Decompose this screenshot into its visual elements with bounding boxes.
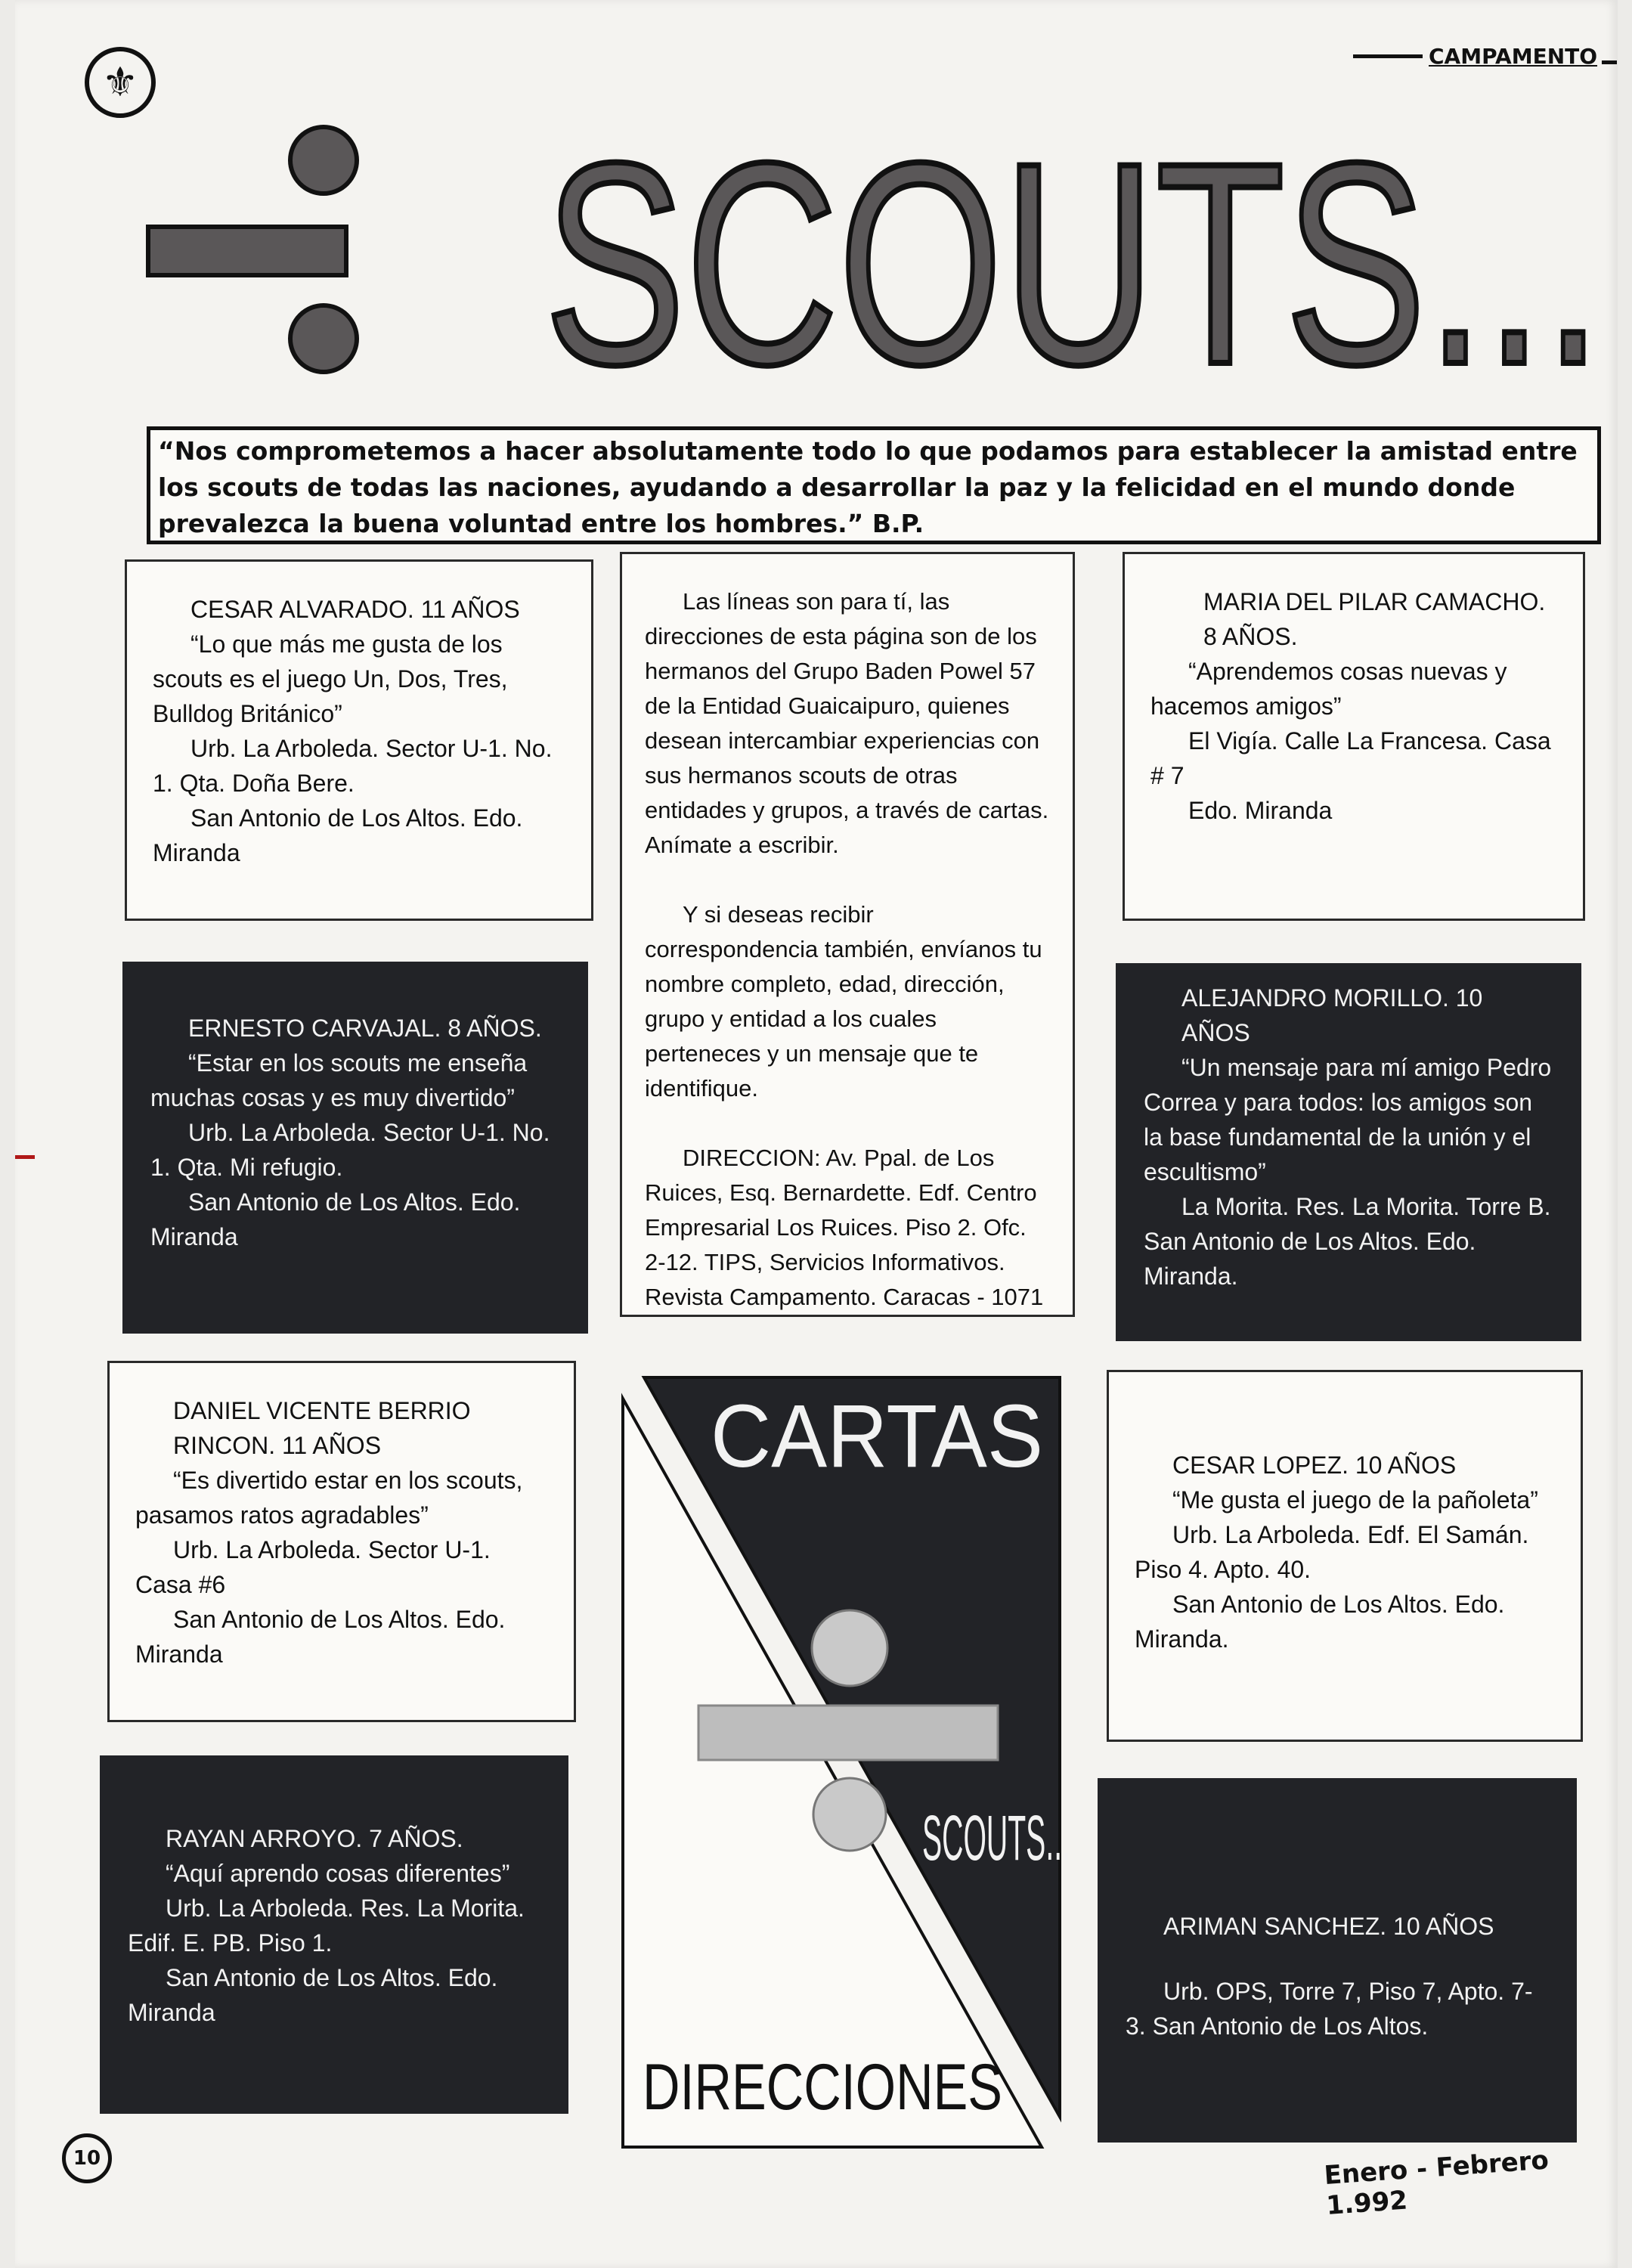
intro-paragraph: Las líneas son para tí, las direcciones de esta página son de los hermanos del Grupo Baden Powel 57 de la Entidad Guaicaipuro, quienes desean intercambiar experiencias con sus hermanos scouts de otras entidades y grupos, a través de cartas. Anímate a escribir. bbox=[645, 588, 1049, 858]
letter-address: Urb. La Arboleda. Sector U-1. Casa #6 bbox=[135, 1536, 491, 1598]
letter-address: Urb. La Arboleda. Sector U-1. No. 1. Qta. Mi refugio. bbox=[150, 1119, 550, 1181]
letter-message: “Un mensaje para mí amigo Pedro Correa y para todos: los amigos son la base fundamental de la unión y el escultismo” bbox=[1144, 1054, 1552, 1185]
letter-name: MARIA DEL PILAR CAMACHO. 8 AÑOS. bbox=[1203, 588, 1546, 650]
issue-date: Enero - Febrero 1.992 bbox=[1323, 2145, 1550, 2221]
letter-address: San Antonio de Los Altos. Edo. Miranda. bbox=[1135, 1591, 1505, 1653]
svg-text:SCOUTS...: SCOUTS... bbox=[544, 103, 1603, 424]
page-title bbox=[544, 76, 1618, 424]
page-number: 10 bbox=[62, 2133, 112, 2183]
letter-name: RAYAN ARROYO. 7 AÑOS. bbox=[166, 1825, 463, 1852]
letter-address: San Antonio de Los Altos. Edo. Miranda bbox=[135, 1606, 506, 1668]
letter-address: Urb. La Arboleda. Edf. El Samán. Piso 4. Apto. 40. bbox=[1135, 1521, 1529, 1583]
cartas-scouts-graphic bbox=[620, 1353, 1089, 2155]
letter-card-ernesto-carvajal bbox=[122, 962, 588, 1334]
svg-text:SCOUTS...: SCOUTS... bbox=[922, 1802, 1070, 1873]
letter-card-alejandro-morillo bbox=[1116, 963, 1581, 1341]
letter-name: ERNESTO CARVAJAL. 8 AÑOS. bbox=[188, 1015, 542, 1042]
letter-address: Urb. La Arboleda. Sector U-1. No. 1. Qta. Doña Bere. bbox=[153, 735, 553, 797]
letter-card-rayan-arroyo bbox=[100, 1755, 568, 2114]
letter-name: CESAR ALVARADO. 11 AÑOS bbox=[190, 596, 520, 623]
magazine-page bbox=[15, 0, 1618, 2268]
svg-text:DIRECCIONES: DIRECCIONES bbox=[643, 2051, 1002, 2124]
division-sign-graphic bbox=[136, 113, 363, 386]
letter-name: ARIMAN SANCHEZ. 10 AÑOS bbox=[1163, 1913, 1494, 1940]
letter-address: San Antonio de Los Altos. Edo. Miranda bbox=[153, 804, 523, 866]
letter-address: Urb. La Arboleda. Res. La Morita. Edif. E. PB. Piso 1. bbox=[128, 1895, 525, 1957]
baden-powell-quote: “Nos comprometemos a hacer absolutamente todo lo que podamos para establecer la amistad entre los scouts de todas las naciones, ayudando a desarrollar la paz y la felicidad en el mundo donde prevalezca la buena voluntad entre los hombres.” B.P. bbox=[147, 426, 1601, 544]
letter-card-cesar-lopez bbox=[1107, 1370, 1583, 1742]
intro-text-card bbox=[620, 552, 1075, 1317]
letter-card-ariman-sanchez bbox=[1098, 1778, 1577, 2143]
letter-address: Urb. OPS, Torre 7, Piso 7, Apto. 7-3. San Antonio de Los Altos. bbox=[1126, 1978, 1533, 2040]
letter-message: “Es divertido estar en los scouts, pasamos ratos agradables” bbox=[135, 1467, 523, 1529]
letter-name: DANIEL VICENTE BERRIO RINCON. 11 AÑOS bbox=[173, 1397, 471, 1459]
letter-message: “Aprendemos cosas nuevas y hacemos amigos” bbox=[1150, 658, 1507, 720]
intro-paragraph: Y si deseas recibir correspondencia también, envíanos tu nombre completo, edad, dirección, grupo y entidad a los cuales perteneces y un mensaje que te identifique. bbox=[645, 901, 1042, 1101]
letter-address: San Antonio de Los Altos. Edo. Miranda bbox=[128, 1964, 498, 2026]
letter-card-cesar-alvarado bbox=[125, 559, 593, 921]
letter-message: “Aquí aprendo cosas diferentes” bbox=[166, 1860, 510, 1887]
letter-address: El Vigía. Calle La Francesa. Casa # 7 bbox=[1150, 727, 1551, 789]
letter-name: CESAR LOPEZ. 10 AÑOS bbox=[1172, 1452, 1457, 1479]
edge-mark bbox=[15, 1155, 35, 1159]
mailing-address: DIRECCION: Av. Ppal. de Los Ruices, Esq. Bernardette. Edf. Centro Empresarial Los Ruices. Piso 2. Ofc. 2-12. TIPS, Servicios Informativos. Revista Campamento. Caracas - 1071 bbox=[645, 1145, 1044, 1310]
section-label: CAMPAMENTO bbox=[1429, 44, 1598, 69]
letter-name: ALEJANDRO MORILLO. 10 AÑOS bbox=[1181, 984, 1483, 1046]
letter-card-daniel-berrio bbox=[107, 1361, 576, 1722]
svg-text:CARTAS: CARTAS bbox=[711, 1387, 1043, 1486]
letter-message: “Me gusta el juego de la pañoleta” bbox=[1172, 1486, 1538, 1514]
letter-message: “Estar en los scouts me enseña muchas cosas y es muy divertido” bbox=[150, 1049, 528, 1111]
letter-card-maria-del-pilar bbox=[1123, 552, 1585, 921]
letter-address: La Morita. Res. La Morita. Torre B. San Antonio de Los Altos. Edo. Miranda. bbox=[1144, 1193, 1551, 1290]
fleur-de-lis-icon: ⚜ bbox=[85, 47, 156, 118]
letter-address: San Antonio de Los Altos. Edo. Miranda bbox=[150, 1188, 521, 1250]
letter-address: Edo. Miranda bbox=[1188, 797, 1333, 824]
letter-message: “Lo que más me gusta de los scouts es el juego Un, Dos, Tres, Bulldog Británico” bbox=[153, 631, 508, 727]
